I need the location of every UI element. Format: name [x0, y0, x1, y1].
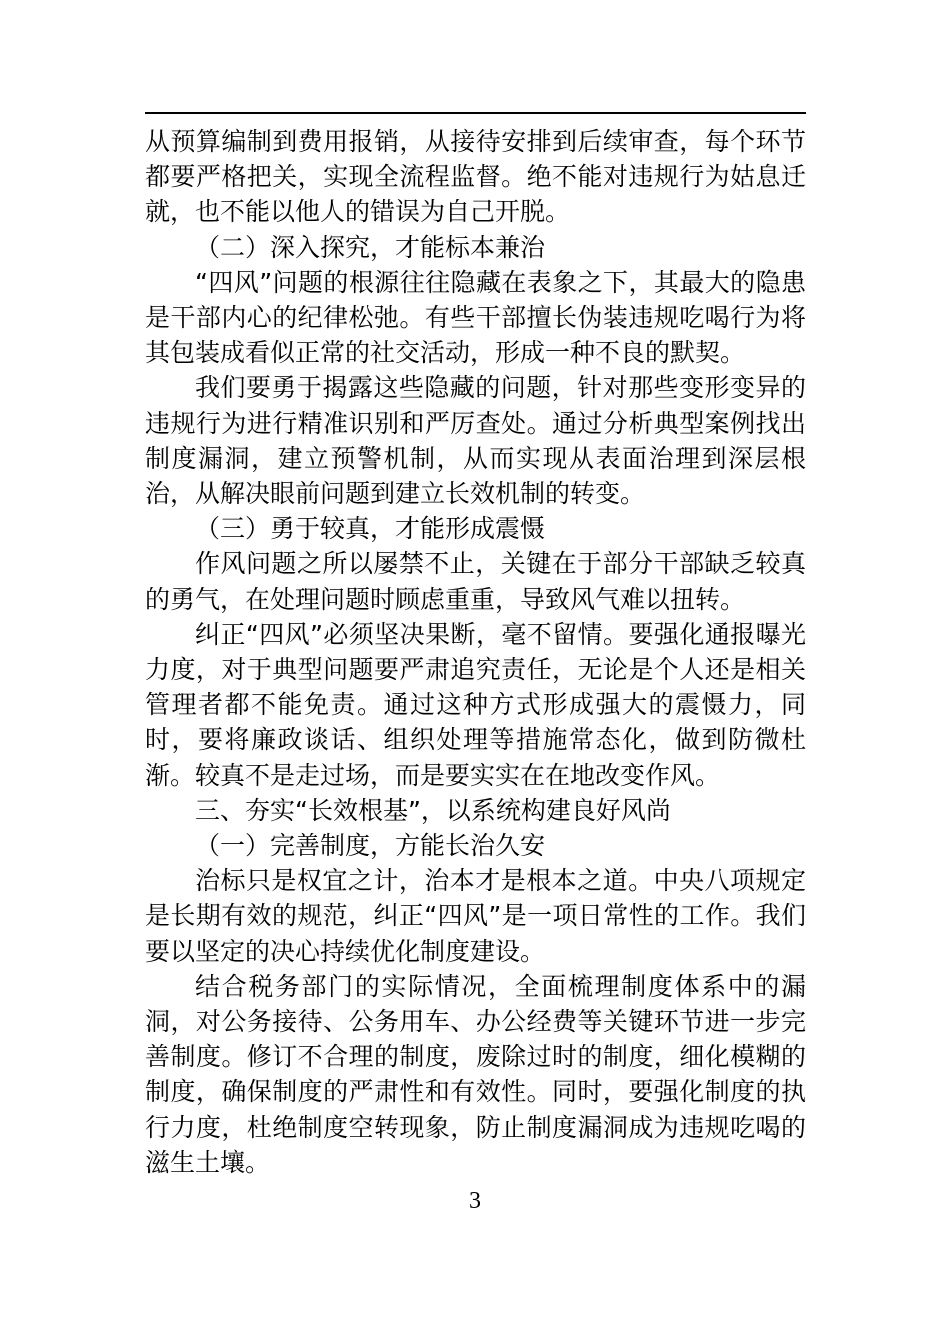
section-heading-1: （一）完善制度，方能长治久安: [195, 831, 546, 861]
chapter-heading-3: 三、夯实“长效根基”，以系统构建良好风尚: [195, 795, 671, 825]
section-heading-2: （二）深入探究，才能标本兼治: [195, 232, 546, 262]
body-text: [145, 124, 806, 1180]
section-heading-3: （三）勇于较真，才能形成震慑: [195, 514, 546, 544]
paragraph-continuation: 从预算编制到费用报销，从接待安排到后续审查，每个环节都要严格把关，实现全流程监督。绝不能对违规行为姑息迁就，也不能以他人的错误为自己开脱。: [145, 127, 806, 227]
paragraph: “四风”问题的根源往往隐藏在表象之下，其最大的隐患是干部内心的纪律松弛。有些干部擅长伪装违规吃喝行为将其包装成看似正常的社交活动，形成一种不良的默契。: [145, 267, 806, 368]
paragraph: 结合税务部门的实际情况，全面梳理制度体系中的漏洞，对公务接待、公务用车、办公经费等关键环节进一步完善制度。修订不合理的制度，废除过时的制度，细化模糊的制度，确保制度的严肃性和有效性。同时，要强化制度的执行力度，杜绝制度空转现象，防止制度漏洞成为违规吃喝的滋生土壤。: [145, 971, 806, 1177]
header-rule: [145, 112, 806, 114]
page-number: 3: [469, 1188, 481, 1214]
paragraph: 治标只是权宜之计，治本才是根本之道。中央八项规定是长期有效的规范，纠正“四风”是一项日常性的工作。我们要以坚定的决心持续优化制度建设。: [145, 866, 806, 966]
paragraph: 纠正“四风”必须坚决果断，毫不留情。要强化通报曝光力度，对于典型问题要严肃追究责任，无论是个人还是相关管理者都不能免责。通过这种方式形成强大的震慑力，同时，要将廉政谈话、组织处理等措施常态化，做到防微杜渐。较真不是走过场，而是要实实在在地改变作风。: [145, 619, 806, 790]
paragraph: 我们要勇于揭露这些隐藏的问题，针对那些变形变异的违规行为进行精准识别和严厉查处。通过分析典型案例找出制度漏洞，建立预警机制，从而实现从表面治理到深层根治，从解决眼前问题到建立长效机制的转变。: [145, 373, 806, 509]
paragraph: 作风问题之所以屡禁不止，关键在于部分干部缺乏较真的勇气，在处理问题时顾虑重重，导致风气难以扭转。: [145, 549, 806, 614]
